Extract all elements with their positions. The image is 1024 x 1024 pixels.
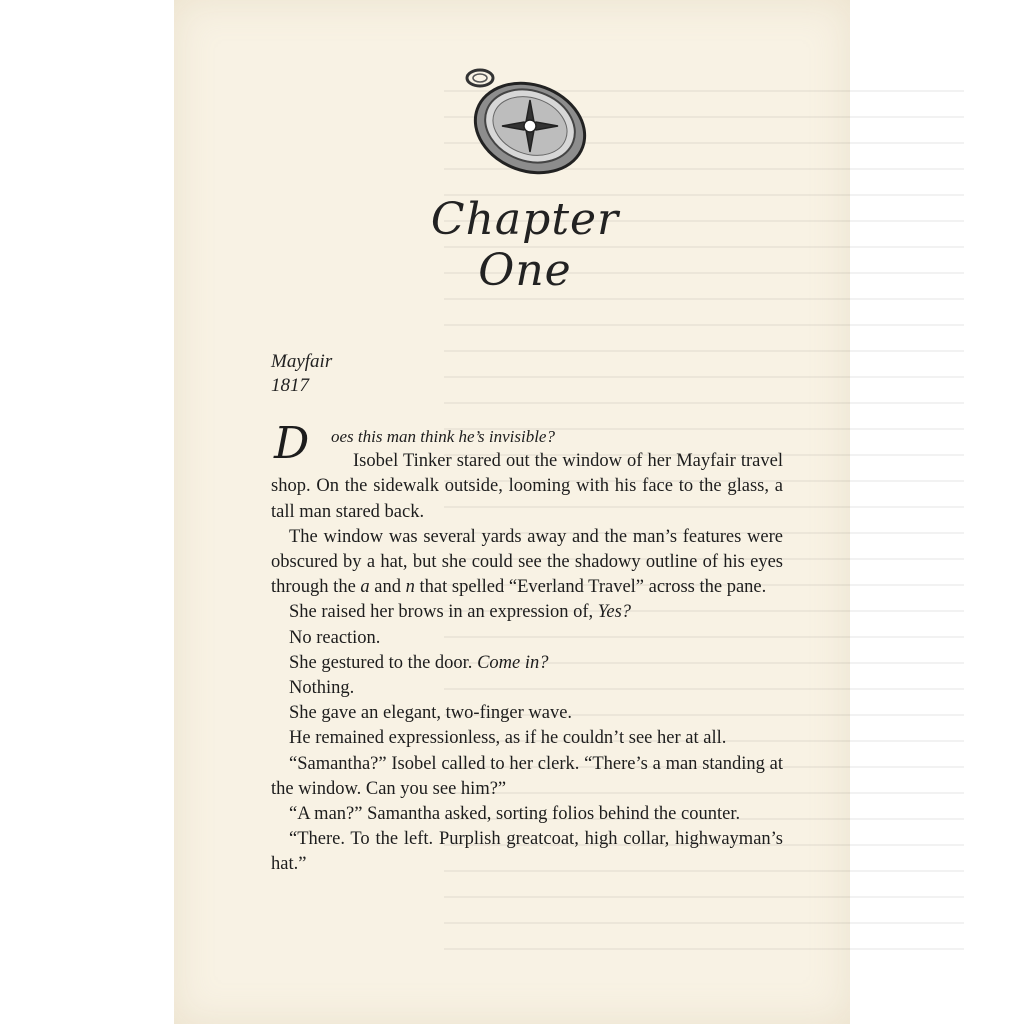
text-run: and <box>369 577 406 598</box>
compass-icon <box>458 64 588 182</box>
chapter-year: 1817 <box>271 375 309 396</box>
text-run: a <box>360 577 370 598</box>
text-run: that spelled “Everland Travel” across the pane. <box>414 577 767 598</box>
paragraph: She gave an elegant, two-finger wave. <box>289 703 573 724</box>
paragraph: Isobel Tinker stared out the window of her Mayfair travel shop. On the sidewalk outside, looming with his face to the glass, a tall man stared back. <box>271 451 783 522</box>
paragraph <box>271 651 783 676</box>
paragraph: “Samantha?” Isobel called to her clerk. “There’s a man standing at the window. Can you see him?” <box>271 753 783 799</box>
text-run: She raised her brows in an expression of, <box>289 602 598 623</box>
paragraph <box>271 525 783 601</box>
chapter-place: Mayfair <box>271 351 333 372</box>
text-run: Yes? <box>597 602 632 623</box>
paragraph: Nothing. <box>289 678 355 699</box>
text-run: She gestured to the door. <box>289 652 478 673</box>
paragraph: No reaction. <box>289 627 381 648</box>
text-run: The window was several yards away and the man’s features were obscured by a hat, but she could see the shadowy outline of his eyes through the <box>271 526 783 598</box>
text-run: Come in? <box>477 652 549 673</box>
text-run: n <box>405 577 415 598</box>
chapter-title: Chapter One <box>430 194 620 296</box>
paragraph: “There. To the left. Purplish greatcoat, high collar, highwayman’s hat.” <box>271 829 783 875</box>
paragraph-opening: oes this man think he’s invisible? <box>331 427 555 446</box>
chapter-body <box>271 424 783 878</box>
drop-cap-letter: D <box>274 418 310 469</box>
paragraph: “A man?” Samantha asked, sorting folios behind the counter. <box>289 804 741 825</box>
paragraph: He remained expressionless, as if he couldn’t see her at all. <box>289 728 727 749</box>
paragraph <box>271 600 783 625</box>
